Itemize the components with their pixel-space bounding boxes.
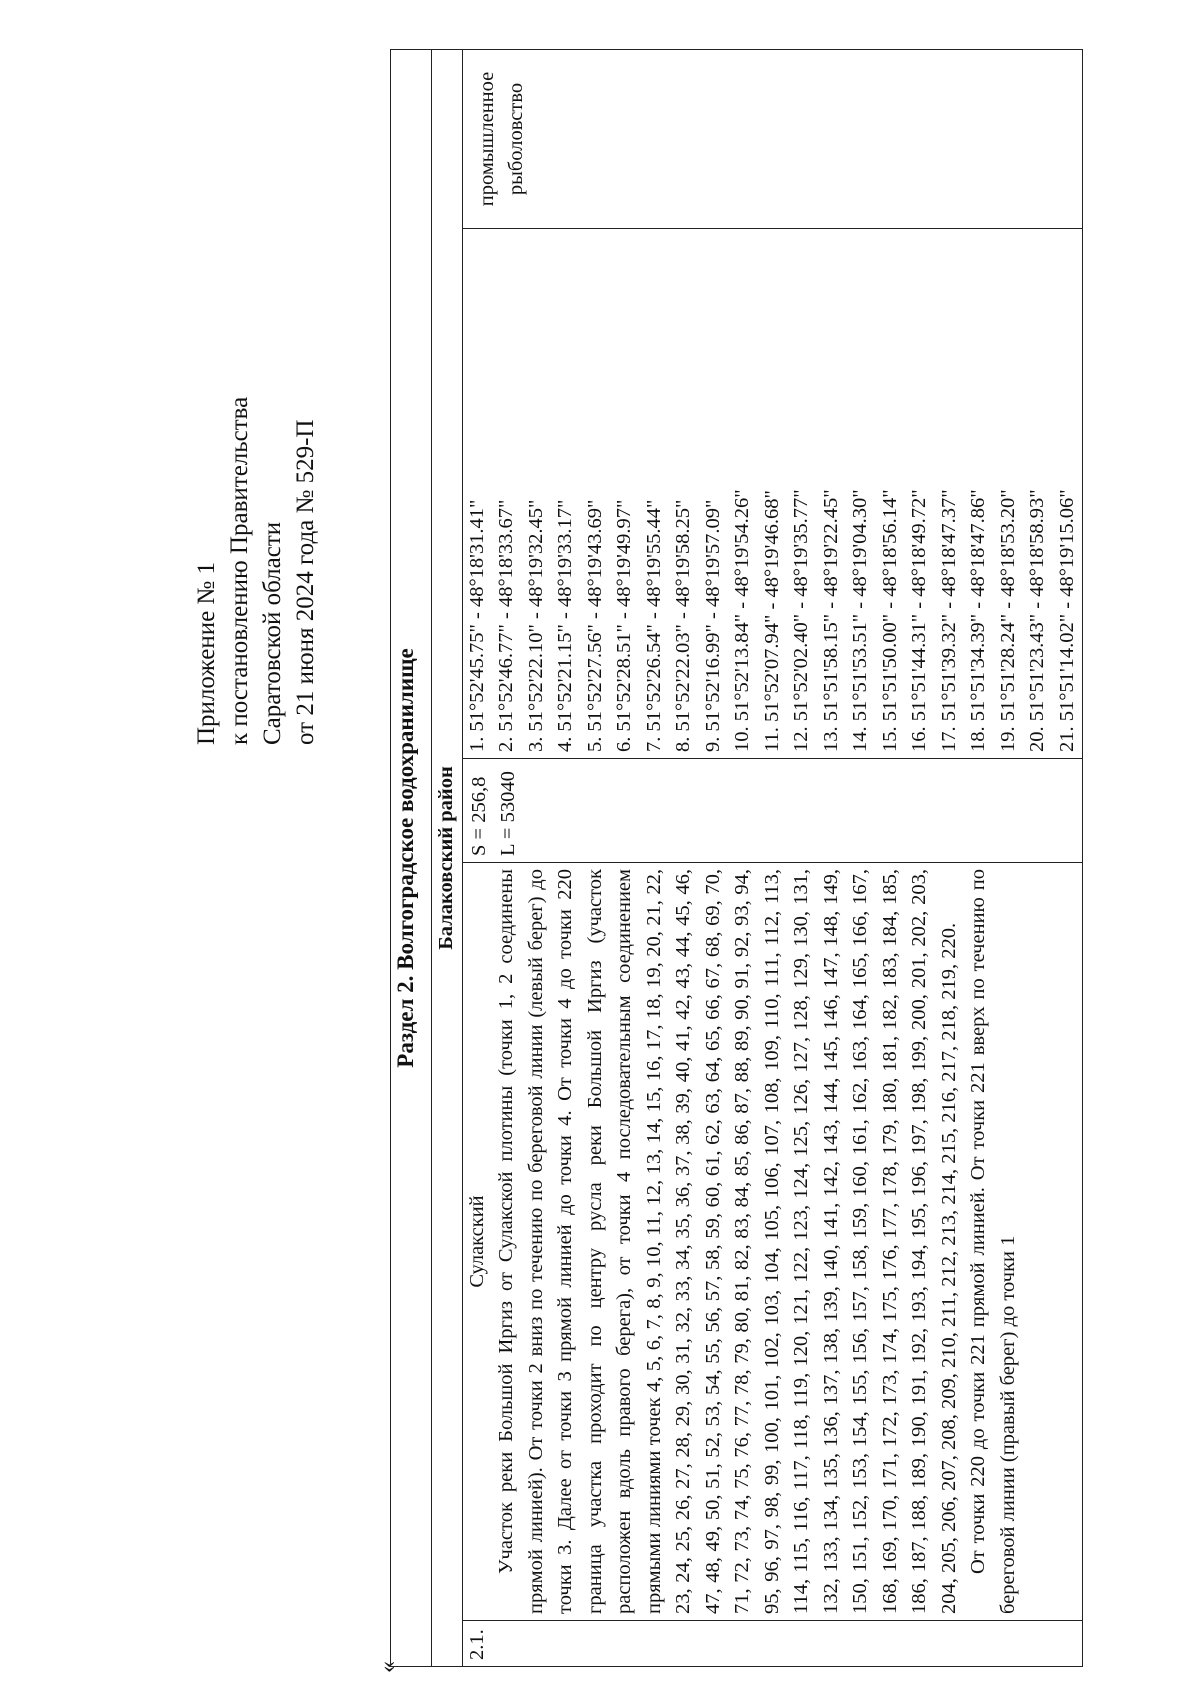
boundary-paragraph-1: Участок реки Большой Иргиз от Сулакской плотины (точки 1, 2 соединены прямой линией). От точки 2 вниз по течению по береговой линии (левый берег) до точки 3. Далее от точки 3 прямой линией до точки 4. От точки 4 до точки 220 граница участка проходит по центру русла реки Большой Иргиз (участок расположен вдоль правого берега), от точки 4 последовательным соединением прямыми линиями точек 4, 5, 6, 7, 8, 9, 10, 11, 12, 13, 14, 15, 16, 17, 18, 19, 20, 21, 22, 23, 24, 25, 26, 27, 28, 29, 30, 31, 32, 33, 34, 35, 36, 37, 38, 39, 40, 41, 42, 43, 44, 45, 46, 47, 48, 49, 50, 51, 52, 53, 54, 55, 56, 57, 58, 59, 60, 61, 62, 63, 64, 65, 66, 67, 68, 69, 70, 71, 72, 73, 74, 75, 76, 77, 78, 79, 80, 81, 82, 83, 84, 85, 86, 87, 88, 89, 90, 91, 92, 93, 94, 95, 96, 97, 98, 99, 100, 101, 102, 103, 104, 105, 106, 107, 108, 109, 110, 111, 112, 113, 114, 115, 116, 117, 118, 119, 120, 121, 122, 123, 124, 125, 126, 127, 128, 129, 130, 131, 132, 133, 134, 135, 136, 137, 138, 139, 140, 141, 142, 143, 144, 145, 146, 147, 148, 149, 150, 151, 152, 153, 154, 155, 156, 157, 158, 159, 160, 161, 162, 163, 164, 165, 166, 167, 168, 169, 170, 171, 172, 173, 174, 175, 176, 177, 178, 179, 180, 181, 182, 183, 184, 185, 186, 187, 188, 189, 190, 191, 192, 193, 194, 195, 196, 197, 198, 199, 200, 201, 202, 203, 204, 205, 206, 207, 208, 209, 210, 211, 212, 213, 214, 215, 216, 217, 218, 219, 220. [495, 869, 960, 1614]
opening-quote-mark: « [375, 1661, 401, 1673]
length-value: L = 53040 [497, 771, 519, 856]
coordinate-point: 20. 51°51'23.43" - 48°18'58.93" [1026, 489, 1048, 752]
coordinate-point: 4. 51°52'21.15" - 48°19'33.17" [554, 499, 576, 752]
area-value: S = 256,8 [467, 776, 490, 856]
coordinate-point: 15. 51°51'50.00" - 48°18'56.14" [878, 489, 901, 752]
coordinate-point: 19. 51°51'28.24" - 48°18'53.20" [996, 489, 1019, 752]
site-name: Сулакский [465, 1195, 488, 1288]
appendix-line: Приложение № 1 [193, 561, 220, 745]
district-title: Балаковский район [432, 50, 463, 1667]
appendix-line: к постановлению Правительства [226, 396, 253, 745]
coordinate-point: 2. 51°52'46.77" - 48°18'33.67" [495, 499, 517, 752]
coordinate-point: 17. 51°51'39.32" - 48°18'47.37" [937, 489, 960, 752]
coordinate-point: 12. 51°52'02.40" - 48°19'35.77" [790, 489, 812, 752]
coordinate-point: 18. 51°51'34.39" - 48°18'47.86" [967, 489, 989, 752]
section-title: Раздел 2. Волгоградское водохранилище [391, 50, 432, 1667]
table-row [462, 50, 1083, 1667]
coordinate-point: 7. 51°52'26.54" - 48°19'55.44" [642, 499, 665, 752]
fishing-sites-table [390, 49, 1083, 1667]
coordinates-cell [462, 229, 1083, 759]
appendix-line: Саратовской области [259, 521, 286, 745]
appendix-header [190, 25, 322, 745]
boundary-description [462, 863, 1083, 1621]
coordinate-point: 10. 51°52'13.84" - 48°19'54.26" [731, 489, 753, 752]
coordinate-point: 11. 51°52'07.94" - 48°19'46.68" [760, 490, 783, 752]
use-type: промышленное рыболовство [462, 50, 1083, 229]
coordinate-point: 3. 51°52'22.10" - 48°19'32.45" [524, 499, 547, 752]
coordinate-point: 9. 51°52'16.99" - 48°19'57.09" [701, 499, 724, 752]
coordinate-point: 1. 51°52'45.75" - 48°18'31.41" [465, 499, 488, 752]
coordinate-point: 5. 51°52'27.56" - 48°19'43.69" [583, 499, 606, 752]
coordinate-point: 16. 51°51'44.31" - 48°18'49.72" [908, 489, 930, 752]
coordinate-point: 21. 51°51'14.02" - 48°19'15.06" [1055, 489, 1078, 752]
coordinate-point: 8. 51°52'22.03" - 48°19'58.25" [672, 499, 694, 752]
coordinate-point: 13. 51°51'58.15" - 48°19'22.45" [819, 489, 842, 752]
area-length-cell [462, 759, 1083, 863]
appendix-line: от 21 июня 2024 года № 529-П [292, 419, 319, 745]
coordinate-point: 14. 51°51'53.51" - 48°19'04.30" [849, 489, 871, 752]
coordinate-point: 6. 51°52'28.51" - 48°19'49.97" [613, 499, 635, 752]
boundary-paragraph-2: От точки 220 до точки 221 прямой линией. От точки 221 вверх по течению по береговой линии (правый берег) до точки 1 [967, 869, 1019, 1614]
row-number: 2.1. [462, 1621, 1083, 1667]
